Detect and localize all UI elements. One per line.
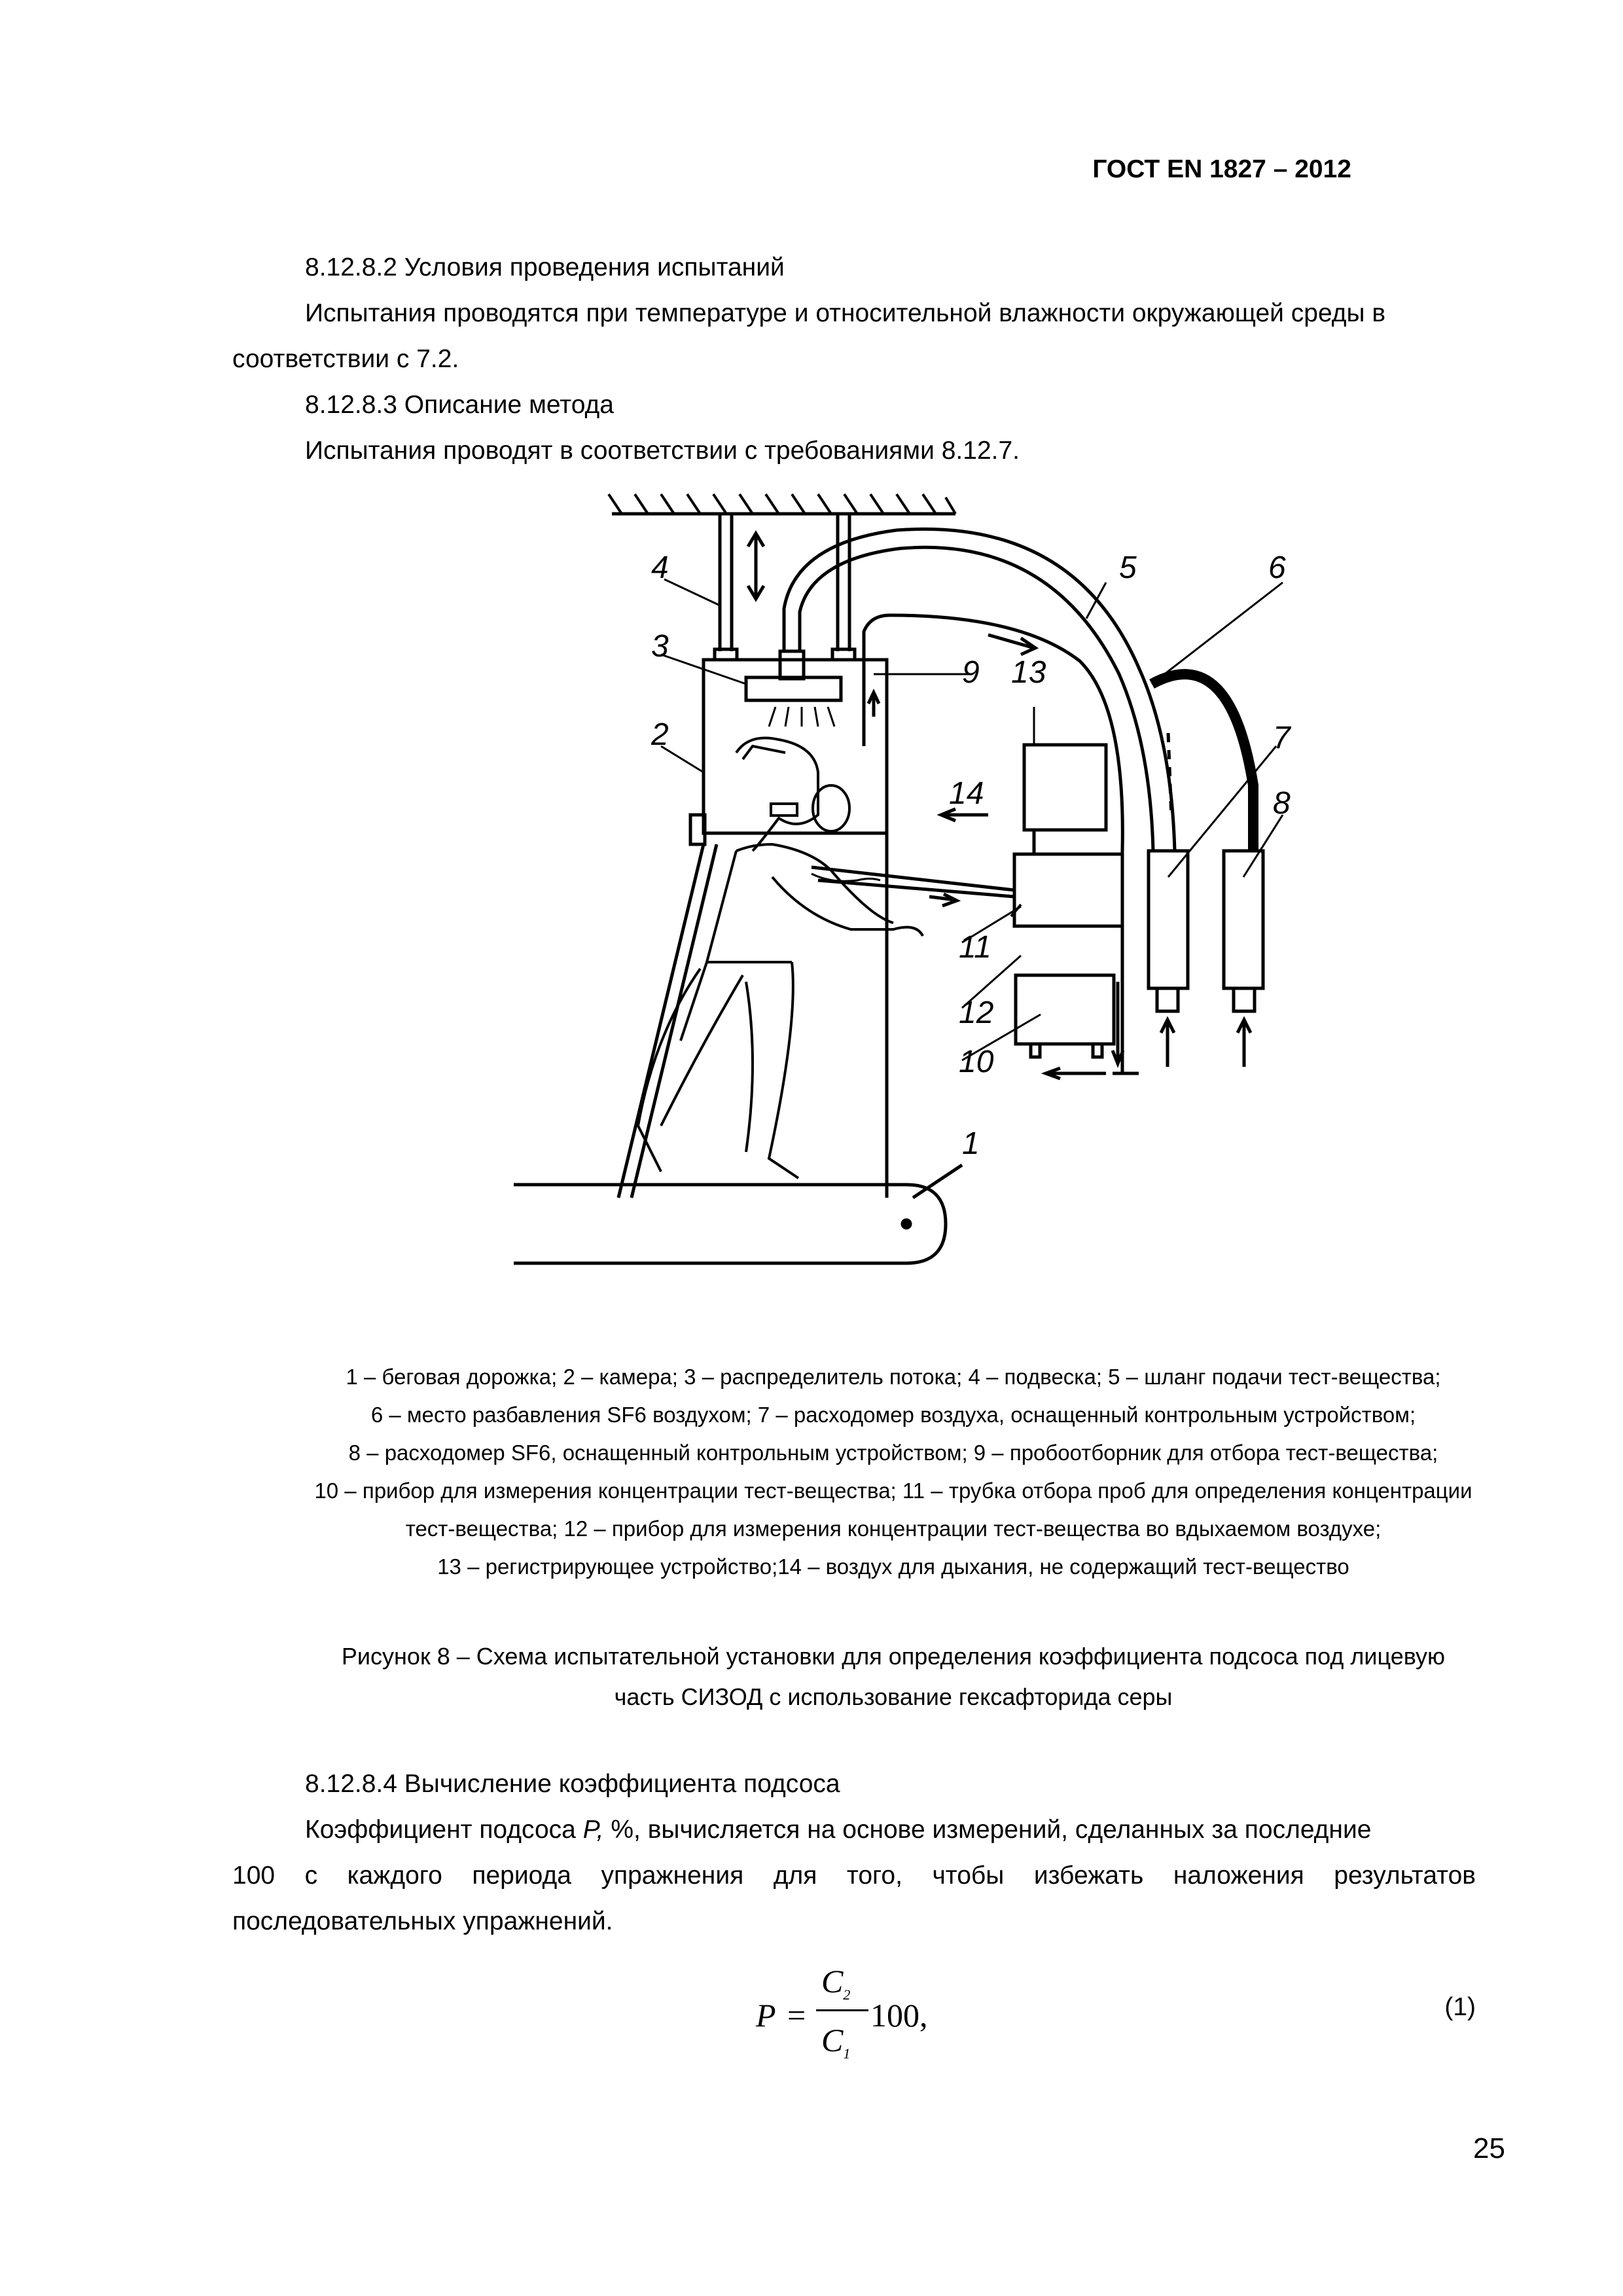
paragraph-line: соответствии с 7.2. <box>232 345 459 373</box>
diagram-label-12: 12 <box>959 996 994 1030</box>
legend-line: 8 – расходомер SF6, оснащенный контрольным устройством; 9 – пробоотборник для отбора тест-вещества; <box>348 1441 1438 1465</box>
legend-line: 10 – прибор для измерения концентрации тест-вещества; 11 – трубка отбора проб для определения концентрации <box>314 1479 1472 1503</box>
section-title-8-12-8-4: 8.12.8.4 Вычисление коэффициента подсоса <box>305 1770 840 1798</box>
figure-legend <box>275 1358 1512 1586</box>
formula-factor: 100, <box>870 1997 928 2034</box>
concentration-analyzer <box>1016 975 1139 1079</box>
treadmill <box>514 1165 962 1263</box>
ceiling <box>609 494 955 514</box>
recorder <box>1024 745 1106 830</box>
paragraph-line: последовательных упражнений. <box>232 1907 613 1935</box>
paragraph-line: Испытания проводятся при температуре и относительной влажности окружающей среды в <box>305 299 1386 327</box>
diagram-label-8: 8 <box>1273 786 1291 821</box>
legend-line: тест-вещества; 12 – прибор для измерения концентрации тест-вещества во вдыхаемом воздухе; <box>405 1516 1382 1541</box>
text: %, вычисляется на основе измерений, сделанных за последние <box>603 1816 1372 1844</box>
diagram-label-10: 10 <box>959 1045 994 1079</box>
section-title-8-12-8-3: 8.12.8.3 Описание метода <box>305 391 614 419</box>
flow-distributor <box>746 651 841 726</box>
equation-number: (1) <box>1444 1993 1476 2021</box>
diagram-label-1: 1 <box>962 1126 980 1161</box>
figure-title-line: часть СИЗОД с использование гексафторида серы <box>614 1683 1173 1710</box>
legend-line: 13 – регистрирующее устройство;14 – воздух для дыхания, не содержащий тест-вещество <box>437 1554 1349 1579</box>
paragraph-line: Испытания проводят в соответствии с требованиями 8.12.7. <box>305 437 1020 465</box>
support-frame <box>618 844 704 1198</box>
formula-denominator: $C_1$ <box>821 2022 851 2062</box>
diagram-label-13: 13 <box>1011 655 1046 690</box>
formula-numerator: $C_2$ <box>821 1963 851 2003</box>
diagram-label-3: 3 <box>651 629 669 664</box>
diagram-label-14: 14 <box>949 776 984 811</box>
diagram-label-7: 7 <box>1273 721 1291 755</box>
diagram-label-5: 5 <box>1119 550 1137 585</box>
legend-line: 1 – беговая дорожка; 2 – камера; 3 – распределитель потока; 4 – подвеска; 5 – шланг подачи тест-вещества; <box>346 1365 1441 1389</box>
test-subject <box>638 738 923 1179</box>
paragraph-line: 100 с каждого периода упражнения для того, чтобы избежать наложения результатов <box>232 1861 1476 1890</box>
page-number: 25 <box>1473 2132 1505 2164</box>
diagram-label-6: 6 <box>1268 550 1286 585</box>
diagram-label-4: 4 <box>651 550 669 585</box>
legend-line: 6 – место разбавления SF6 воздухом; 7 – расходомер воздуха, оснащенный контрольным устройством; <box>370 1403 1416 1427</box>
figure-title <box>288 1636 1499 1717</box>
text: Коэффициент подсоса <box>305 1816 583 1844</box>
section-title-8-12-8-2: 8.12.8.2 Условия проведения испытаний <box>305 253 785 281</box>
formula-eq: = <box>787 1997 806 2034</box>
variable-p: P, <box>582 1816 604 1844</box>
diagram-label-9: 9 <box>962 655 980 690</box>
diagram-label-11: 11 <box>959 930 991 965</box>
document-header: ГОСТ EN 1827 – 2012 <box>1092 155 1351 183</box>
figure-title-line: Рисунок 8 – Схема испытательной установки для определения коэффициента подсоса под лицевую <box>341 1643 1446 1670</box>
diagram-label-2: 2 <box>651 717 669 752</box>
inhaled-air-analyzer <box>1014 854 1122 926</box>
formula-lhs: P <box>756 1997 776 2034</box>
paragraph-line <box>305 1806 1371 1854</box>
